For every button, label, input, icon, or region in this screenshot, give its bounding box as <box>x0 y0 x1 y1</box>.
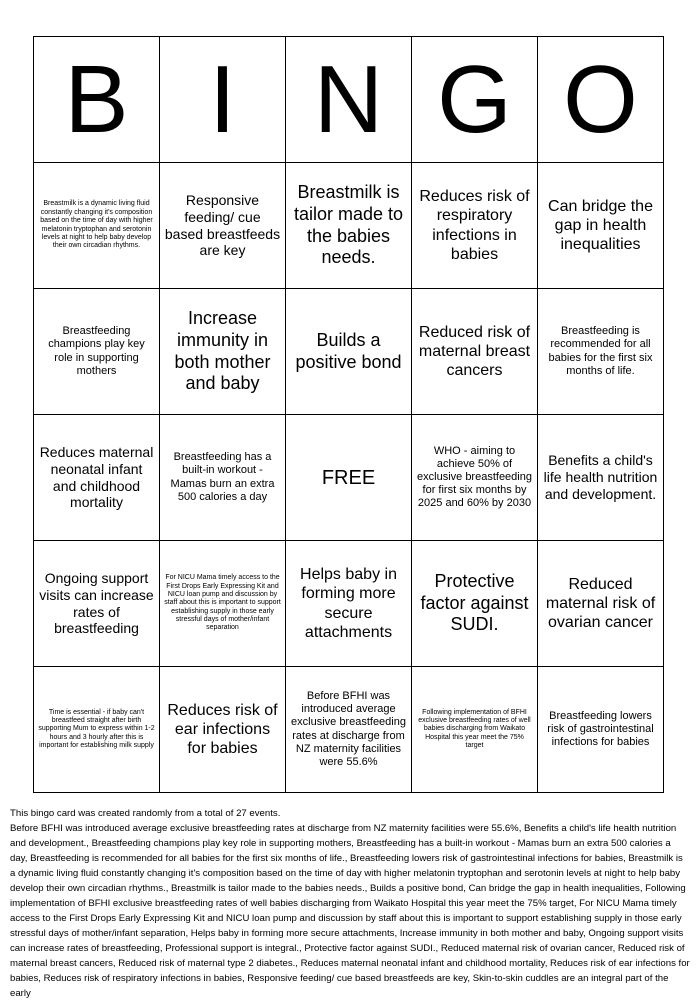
square-label: Breastmilk is a dynamic living fluid constantly changing it's composition based on the time of day with higher melatonin tryptophan and serotonin levels at night to help baby develop their own circadian rhythms. <box>40 200 153 250</box>
bingo-square[interactable] <box>160 289 286 415</box>
bingo-square[interactable] <box>412 289 538 415</box>
header-letter: I <box>160 37 286 163</box>
bingo-square[interactable] <box>160 415 286 541</box>
square-label: Protective factor against SUDI. <box>420 571 529 635</box>
bingo-square[interactable] <box>160 667 286 793</box>
square-label: For NICU Mama timely access to the First Drops Early Expressing Kit and NICU loan pump and discussion by staff about this is important to support establishing supply in those early stressful days of mother/infant separation <box>164 574 281 632</box>
bingo-row <box>34 163 664 289</box>
square-label: Breastmilk is tailor made to the babies needs. <box>293 182 404 268</box>
header-letter: B <box>34 37 160 163</box>
square-label: FREE <box>321 466 376 489</box>
free-square[interactable] <box>286 415 412 541</box>
bingo-square[interactable] <box>34 667 160 793</box>
square-label: Can bridge the gap in health inequalities <box>548 197 653 254</box>
bingo-square[interactable] <box>286 541 412 667</box>
bingo-square[interactable] <box>34 415 160 541</box>
bingo-card <box>33 36 664 793</box>
bingo-square[interactable] <box>34 163 160 289</box>
footer-summary: This bingo card was created randomly from a total of 27 events. <box>10 808 281 819</box>
bingo-square[interactable] <box>34 541 160 667</box>
square-label: WHO - aiming to achieve 50% of exclusive breastfeeding for first six months by 2025 and 60% by 2030 <box>417 444 532 510</box>
bingo-row <box>34 289 664 415</box>
bingo-square[interactable] <box>412 415 538 541</box>
square-label: Following implementation of BFHI exclusive breastfeeding rates of well babies discharging from Waikato Hospital this year meet the 75% target <box>418 708 531 750</box>
header-letter: O <box>538 37 664 163</box>
square-label: Ongoing support visits can increase rates of breastfeeding <box>39 569 154 637</box>
square-label: Reduced maternal risk of ovarian cancer <box>545 575 656 632</box>
bingo-row <box>34 541 664 667</box>
bingo-row <box>34 667 664 793</box>
bingo-square[interactable] <box>412 541 538 667</box>
bingo-square[interactable] <box>412 667 538 793</box>
square-label: Breastfeeding lowers risk of gastrointestinal infections for babies <box>547 709 654 749</box>
bingo-square[interactable] <box>286 667 412 793</box>
header-letter: N <box>286 37 412 163</box>
bingo-square[interactable] <box>412 163 538 289</box>
square-label: Reduces maternal neonatal infant and childhood mortality <box>39 443 154 511</box>
square-label: Before BFHI was introduced average exclusive breastfeeding rates at discharge from NZ maternity facilities were 55.6% <box>291 689 406 768</box>
card-footer <box>10 806 690 1001</box>
square-label: Time is essential - if baby can't breastfeed straight after birth supporting Mum to express within 1-2 hours and 3 hourly after this is important for establishing milk supply <box>38 708 155 750</box>
bingo-square[interactable] <box>286 289 412 415</box>
square-label: Builds a positive bond <box>295 329 402 372</box>
square-label: Reduced risk of maternal breast cancers <box>418 323 531 380</box>
square-label: Increase immunity in both mother and baby <box>174 308 271 394</box>
bingo-square[interactable] <box>538 415 664 541</box>
bingo-square[interactable] <box>286 163 412 289</box>
square-label: Helps baby in forming more secure attachments <box>300 566 397 641</box>
bingo-square[interactable] <box>538 667 664 793</box>
square-label: Breastfeeding has a built-in workout - Mamas burn an extra 500 calories a day <box>170 451 275 503</box>
bingo-square[interactable] <box>160 541 286 667</box>
footer-events-list: Before BFHI was introduced average exclusive breastfeeding rates at discharge from NZ maternity facilities were 55.6%, Benefits a child's life health nutrition and development., Breastfeeding champions play key role in supporting mothers, Breastfeeding has a built-in workout - Mamas burn an extra 500 calories a day, Breastfeeding is recommended for all babies for the first six months of life., Breastfeeding lowers risk of gastrointestinal infections for babies, Breastmilk is a dynamic living fluid constantly changing it's composition based on the time of day with higher melatonin tryptophan and serotonin levels at night to help baby develop their own circadian rhythms., Breastmilk is tailor made to the babies needs., Builds a positive bond, Can bridge the gap in health inequalities, Following implementation of BFHI exclusive breastfeeding rates of well babies discharging from Waikato Hospital this year meet the 75% target, For NICU Mama timely access to the First Drops Early Expressing Kit and NICU loan pump and discussion by staff about this is important to support establishing supply in those early stressful days of mother/infant separation, Helps baby in forming more secure attachments, Increase immunity in both mother and baby, Ongoing support visits can increase rates of breastfeeding, Professional support is integral., Protective factor against SUDI., Reduced maternal risk of ovarian cancer, Reduced risk of maternal breast cancers, Reduced risk of maternal type 2 diabetes., Reduces maternal neonatal infant and childhood mortality, Reduces risk of ear infections for babies, Reduces risk of respiratory infections in babies, Responsive feeding/ cue based breastfeeds are key, Skin-to-skin cuddles are an integral part of the early <box>10 823 690 999</box>
bingo-square[interactable] <box>34 289 160 415</box>
bingo-header-row <box>34 37 664 163</box>
square-label: Responsive feeding/ cue based breastfeeds are key <box>164 191 281 259</box>
square-label: Breastfeeding is recommended for all babies for the first six months of life. <box>548 325 653 377</box>
bingo-row <box>34 415 664 541</box>
square-label: Reduces risk of respiratory infections in babies <box>419 188 530 263</box>
bingo-square[interactable] <box>160 163 286 289</box>
square-label: Reduces risk of ear infections for babies <box>167 701 278 758</box>
bingo-square[interactable] <box>538 289 664 415</box>
bingo-square[interactable] <box>538 541 664 667</box>
header-letter: G <box>412 37 538 163</box>
bingo-grid <box>34 163 664 793</box>
square-label: Benefits a child's life health nutrition and development. <box>543 452 658 502</box>
square-label: Breastfeeding champions play key role in supporting mothers <box>48 325 145 377</box>
bingo-square[interactable] <box>538 163 664 289</box>
